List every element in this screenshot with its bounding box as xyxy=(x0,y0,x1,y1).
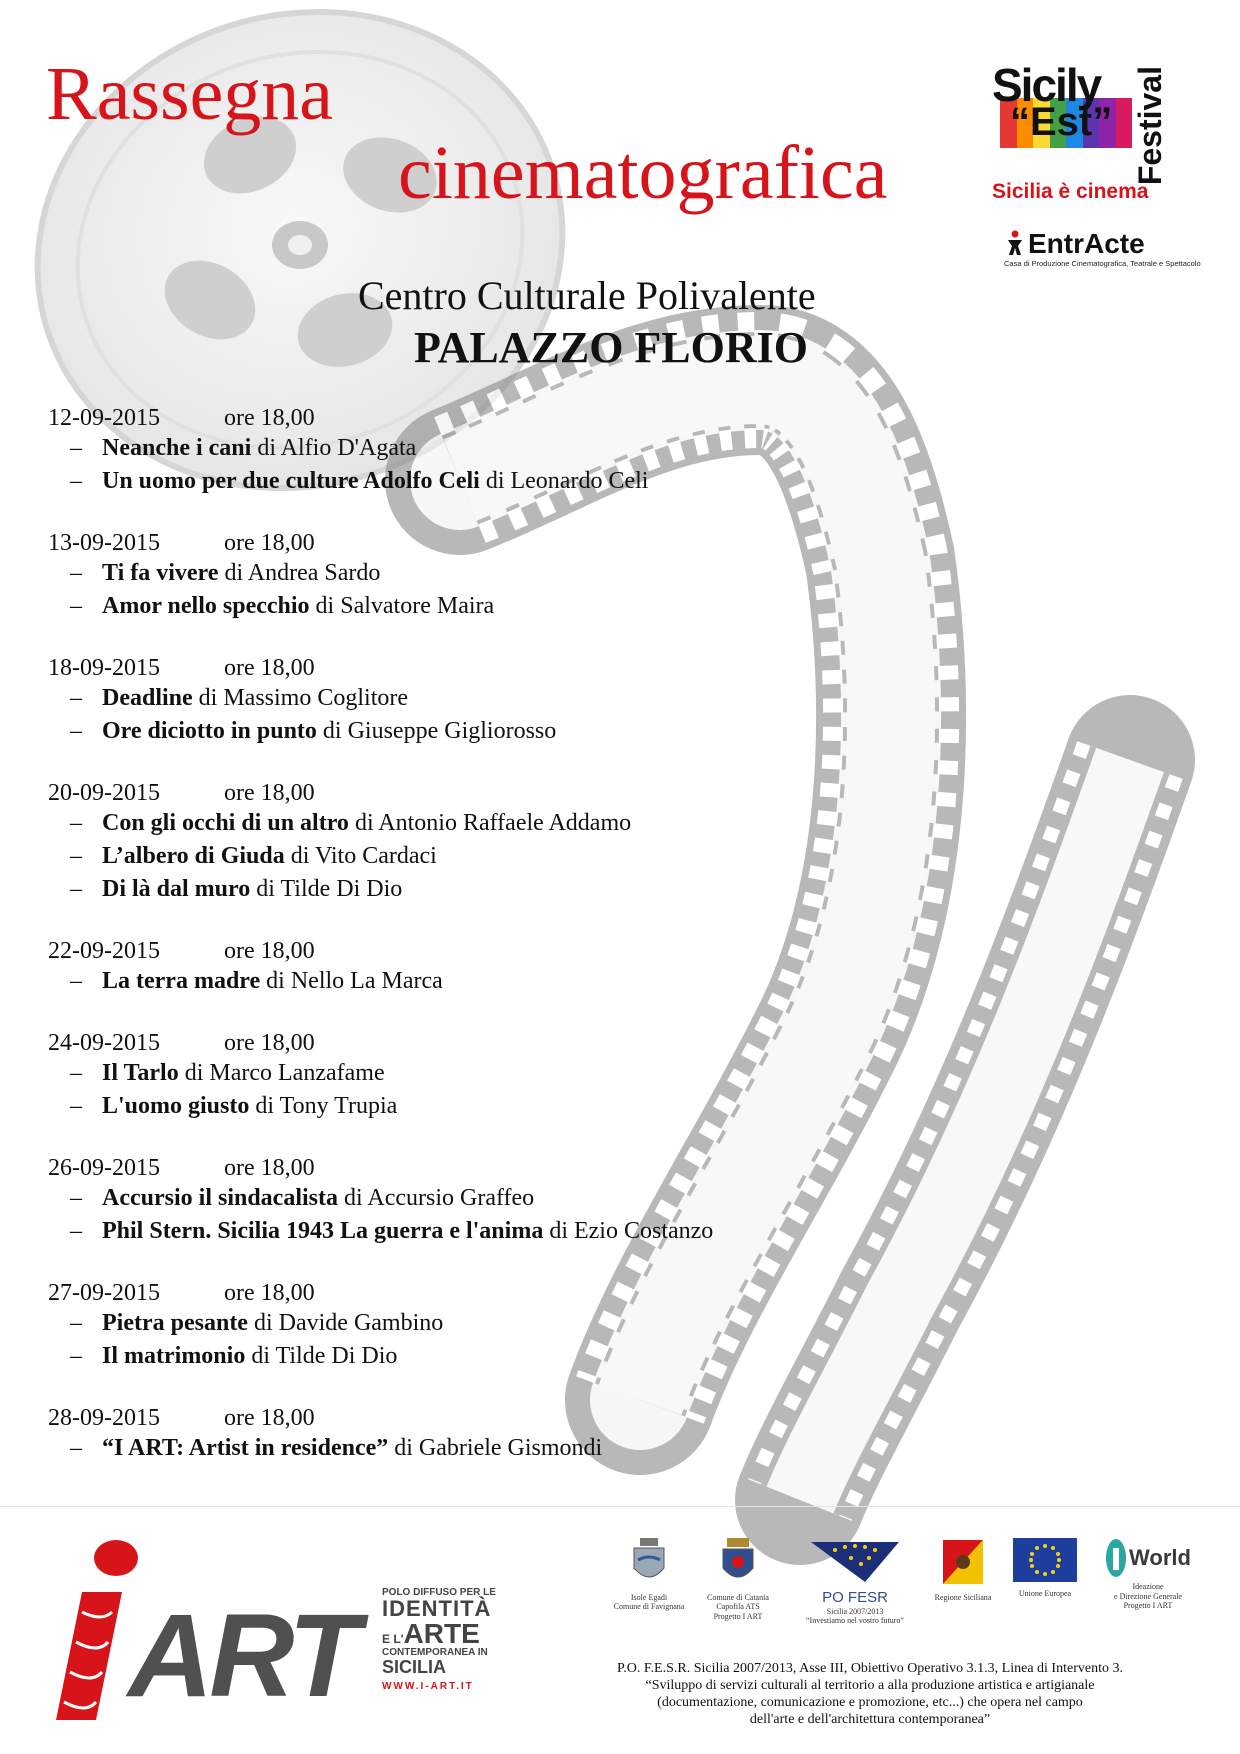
film-director: di Vito Cardaci xyxy=(290,843,437,869)
sicily-tagline: Sicilia è cinema xyxy=(992,180,1149,203)
film-title: Pietra pesante xyxy=(102,1310,248,1336)
dash-icon: – xyxy=(70,468,82,494)
film-title: La terra madre xyxy=(102,968,261,994)
screening-time: ore 18,00 xyxy=(224,1030,315,1056)
film-item xyxy=(48,1182,888,1215)
film-director: di Alfio D'Agata xyxy=(257,435,417,461)
film-item xyxy=(48,1432,888,1465)
footer-divider xyxy=(0,1506,1240,1507)
film-director: di Gabriele Gismondi xyxy=(394,1435,603,1461)
day-header xyxy=(48,937,888,965)
day-header xyxy=(48,779,888,807)
day-header xyxy=(48,654,888,682)
entracte-subtitle: Casa di Produzione Cinematografica, Teatrale e Spettacolo xyxy=(1004,259,1201,268)
dash-icon: – xyxy=(70,685,82,711)
screening-day xyxy=(48,529,888,623)
dash-icon: – xyxy=(70,435,82,461)
screening-day xyxy=(48,1154,888,1248)
dash-icon: – xyxy=(70,593,82,619)
dash-icon: – xyxy=(70,876,82,902)
iworld-i-icon xyxy=(1105,1538,1127,1578)
film-title: “I ART: Artist in residence” xyxy=(102,1435,389,1461)
screening-time: ore 18,00 xyxy=(224,655,315,681)
screening-day xyxy=(48,1029,888,1123)
screening-time: ore 18,00 xyxy=(224,938,315,964)
film-title: Ti fa vivere xyxy=(102,560,219,586)
film-title: Ore diciotto in punto xyxy=(102,718,317,744)
film-director: di Marco Lanzafame xyxy=(184,1060,385,1086)
dash-icon: – xyxy=(70,560,82,586)
film-item xyxy=(48,1090,888,1123)
screening-day xyxy=(48,779,888,906)
film-item xyxy=(48,1307,888,1340)
pofesr-years: Sicilia 2007/2013 xyxy=(826,1606,884,1616)
partner-iworld-line-1: Ideazione xyxy=(1132,1582,1164,1591)
film-director: di Antonio Raffaele Addamo xyxy=(354,810,632,836)
tagline-part-2: IDENTITÀ xyxy=(382,1596,492,1621)
partner-ue xyxy=(1010,1538,1080,1598)
dash-icon: – xyxy=(70,1060,82,1086)
dash-icon: – xyxy=(70,1343,82,1369)
partner-egadi-line-2: Comune di Favignana xyxy=(613,1602,685,1612)
title-line-1: Rassegna xyxy=(46,52,334,136)
screening-date: 18-09-2015 xyxy=(48,655,160,681)
film-item xyxy=(48,1057,888,1090)
day-header xyxy=(48,529,888,557)
screening-time: ore 18,00 xyxy=(224,1155,315,1181)
film-title: Un uomo per due culture Adolfo Celi xyxy=(102,468,480,494)
screening-schedule xyxy=(48,404,888,1496)
funding-line-4: dell'arte e dell'architettura contemporanea” xyxy=(749,1712,991,1727)
film-item xyxy=(48,465,888,498)
sicily-est-festival-logo xyxy=(992,58,1178,208)
funding-line-1: P.O. F.E.S.R. Sicilia 2007/2013, Asse III, Obiettivo Operativo 3.1.3, Linea di Intervento 3. xyxy=(617,1661,1123,1676)
screening-day xyxy=(48,937,888,998)
eu-stars-icon xyxy=(805,1538,905,1582)
trinacria-icon xyxy=(941,1538,985,1586)
film-title: Amor nello specchio xyxy=(102,593,310,619)
tagline-part-6: SICILIA xyxy=(382,1657,447,1677)
film-director: di Massimo Coglitore xyxy=(198,685,409,711)
film-director: di Tilde Di Dio xyxy=(256,876,403,902)
est-word: “Est” xyxy=(1010,100,1113,144)
dash-icon: – xyxy=(70,1218,82,1244)
festival-word: Festival xyxy=(1132,66,1168,186)
partner-catania-line-2: Capofila ATS xyxy=(716,1602,760,1612)
day-header xyxy=(48,1154,888,1182)
coat-of-arms-icon xyxy=(721,1538,755,1586)
screening-day xyxy=(48,654,888,748)
screening-day xyxy=(48,1404,888,1465)
partner-iworld xyxy=(1098,1538,1198,1611)
film-director: di Tilde Di Dio xyxy=(251,1343,398,1369)
film-title: Phil Stern. Sicilia 1943 La guerra e l'anima xyxy=(102,1218,544,1244)
day-header xyxy=(48,404,888,432)
dash-icon: – xyxy=(70,718,82,744)
day-header xyxy=(48,1029,888,1057)
title-line-2: cinematografica xyxy=(398,131,888,215)
dash-icon: – xyxy=(70,810,82,836)
screening-date: 26-09-2015 xyxy=(48,1155,160,1181)
screening-day xyxy=(48,1279,888,1373)
partner-egadi xyxy=(604,1538,694,1612)
partner-catania-line-3: Progetto I ART xyxy=(713,1611,763,1621)
tagline-part-5: CONTEMPORANEA IN xyxy=(382,1647,488,1658)
screening-time: ore 18,00 xyxy=(224,780,315,806)
sicily-word: Sicily xyxy=(992,59,1101,111)
film-item xyxy=(48,807,888,840)
film-title: Accursio il sindacalista xyxy=(102,1185,339,1211)
film-item xyxy=(48,590,888,623)
film-item xyxy=(48,557,888,590)
screening-date: 20-09-2015 xyxy=(48,780,160,806)
eu-flag-icon xyxy=(1013,1538,1077,1582)
screening-date: 27-09-2015 xyxy=(48,1280,160,1306)
film-director: di Tony Trupia xyxy=(255,1093,398,1119)
screening-time: ore 18,00 xyxy=(224,1280,315,1306)
partner-catania-line-1: Comune di Catania xyxy=(707,1592,769,1602)
screening-day xyxy=(48,404,888,498)
dash-icon: – xyxy=(70,1435,82,1461)
partner-catania xyxy=(696,1538,780,1621)
iart-logo xyxy=(30,1518,410,1740)
funding-line-3: (documentazione, comunicazione e promozione, etc...) che opera nel campo xyxy=(657,1695,1083,1710)
screening-date: 22-09-2015 xyxy=(48,938,160,964)
film-item xyxy=(48,715,888,748)
film-director: di Nello La Marca xyxy=(266,968,443,994)
entracte-name: EntrActe xyxy=(1028,228,1145,259)
partner-regione-line-1: Regione Siciliana xyxy=(934,1592,992,1602)
iart-url: WWW.I-ART.IT xyxy=(382,1681,474,1692)
film-item xyxy=(48,682,888,715)
iart-letters: ART xyxy=(128,1590,357,1722)
film-title: Di là dal muro xyxy=(102,876,251,902)
film-title: Con gli occhi di un altro xyxy=(102,810,349,836)
film-director: di Davide Gambino xyxy=(253,1310,444,1336)
film-director: di Ezio Costanzo xyxy=(549,1218,714,1244)
partner-regione xyxy=(928,1538,998,1602)
partner-iworld-line-2: e Direzione Generale xyxy=(1114,1591,1182,1601)
funding-line-2: “Sviluppo di servizi culturali al territorio a alla produzione artistica e artigianale xyxy=(645,1678,1095,1693)
screening-time: ore 18,00 xyxy=(224,405,315,431)
dash-icon: – xyxy=(70,968,82,994)
film-director: di Andrea Sardo xyxy=(224,560,381,586)
day-header xyxy=(48,1279,888,1307)
screening-date: 12-09-2015 xyxy=(48,405,160,431)
dash-icon: – xyxy=(70,843,82,869)
dash-icon: – xyxy=(70,1185,82,1211)
figure-icon xyxy=(1004,230,1026,256)
film-title: Il Tarlo xyxy=(102,1060,179,1086)
screening-time: ore 18,00 xyxy=(224,1405,315,1431)
tagline-part-4: ARTE xyxy=(403,1618,480,1649)
film-item xyxy=(48,840,888,873)
film-director: di Salvatore Maira xyxy=(315,593,495,619)
partner-egadi-line-1: Isole Egadi xyxy=(630,1592,668,1602)
film-item xyxy=(48,432,888,465)
tagline-part-1: POLO DIFFUSO PER LE xyxy=(382,1587,496,1598)
film-director: di Leonardo Celi xyxy=(485,468,649,494)
dash-icon: – xyxy=(70,1310,82,1336)
film-title: L’albero di Giuda xyxy=(102,843,285,869)
film-director: di Accursio Graffeo xyxy=(344,1185,535,1211)
film-item xyxy=(48,1340,888,1373)
film-item xyxy=(48,965,888,998)
film-title: L'uomo giusto xyxy=(102,1093,250,1119)
film-item xyxy=(48,1215,888,1248)
screening-date: 28-09-2015 xyxy=(48,1405,160,1431)
partner-pofesr xyxy=(790,1538,920,1626)
coat-of-arms-icon xyxy=(632,1538,666,1586)
partner-ue-line-1: Unione Europea xyxy=(1018,1588,1072,1598)
day-header xyxy=(48,1404,888,1432)
screening-date: 13-09-2015 xyxy=(48,530,160,556)
pofesr-motto: “Investiamo nel vostro futuro” xyxy=(806,1616,904,1626)
tagline-part-3: E L' xyxy=(382,1632,404,1646)
pofesr-name: PO FESR xyxy=(822,1588,888,1606)
screening-date: 24-09-2015 xyxy=(48,1030,160,1056)
funding-notice xyxy=(510,1660,1230,1728)
dash-icon: – xyxy=(70,1093,82,1119)
film-title: Neanche i cani xyxy=(102,435,252,461)
partner-iworld-line-3: Progetto I ART xyxy=(1123,1601,1173,1611)
venue-name: PALAZZO FLORIO xyxy=(414,323,809,372)
screening-time: ore 18,00 xyxy=(224,530,315,556)
film-title: Il matrimonio xyxy=(102,1343,246,1369)
venue-subtitle: Centro Culturale Polivalente xyxy=(358,273,816,318)
iworld-name: World xyxy=(1129,1544,1191,1570)
film-title: Deadline xyxy=(102,685,193,711)
film-director: di Giuseppe Gigliorosso xyxy=(322,718,557,744)
entracte-logo xyxy=(1004,228,1201,272)
film-item xyxy=(48,873,888,906)
